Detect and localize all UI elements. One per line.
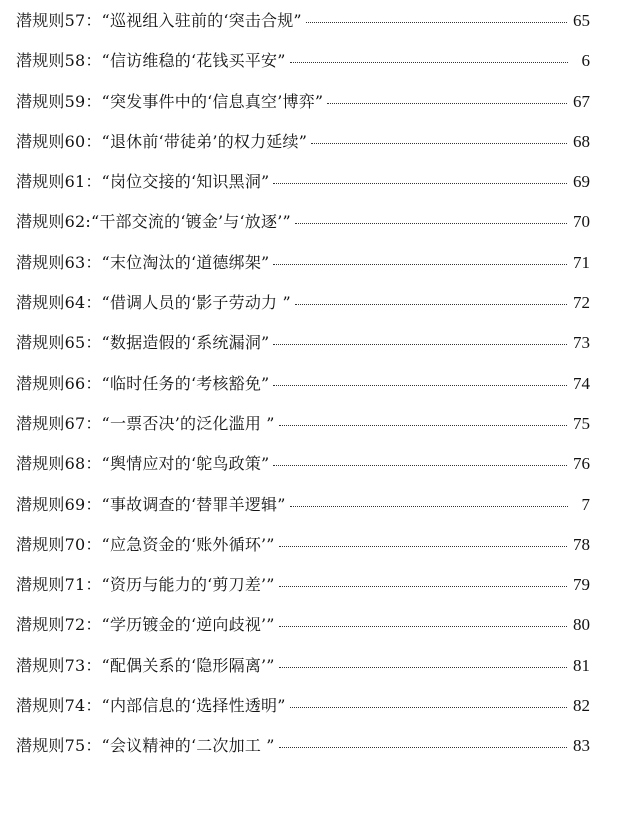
toc-entry[interactable] (16, 654, 590, 694)
toc-entry-title: 潜规则64：“借调人员的‘影子劳动力 ” (16, 293, 291, 313)
toc-entry-title: 潜规则57：“巡视组入驻前的‘突击合规” (16, 11, 302, 30)
toc-entry-title: 潜规则69：“事故调查的‘替罪羊逻辑” (16, 494, 286, 514)
toc-page-number: 71 (573, 252, 590, 272)
toc-entry-title: 潜规则70：“应急资金的‘账外循环’” (16, 534, 275, 554)
toc-dot-leader (273, 344, 567, 345)
toc-page-number: 65 (573, 11, 590, 30)
toc-page-number: 82 (573, 696, 590, 716)
toc-dot-leader (273, 183, 567, 184)
toc-entry[interactable] (16, 251, 590, 291)
toc-entry-title: 潜规则68：“舆情应对的‘鸵鸟政策” (16, 454, 270, 474)
toc-page-number: 67 (573, 91, 590, 111)
toc-dot-leader (279, 747, 567, 748)
toc-entry-title: 潜规则66：“临时任务的‘考核豁免” (16, 373, 270, 393)
table-of-contents (16, 9, 590, 775)
toc-entry-title: 潜规则75：“会议精神的‘二次加工 ” (16, 736, 275, 756)
toc-dot-leader (306, 22, 567, 23)
toc-dot-leader (311, 143, 567, 144)
toc-entry[interactable] (16, 694, 590, 734)
toc-entry[interactable] (16, 210, 590, 250)
toc-entry-title: 潜规则67：“一票否决’的泛化滥用 ” (16, 413, 275, 433)
toc-entry-title: 潜规则65：“数据造假的‘系统漏洞” (16, 333, 270, 353)
toc-page-number: 78 (573, 534, 590, 554)
toc-page-number: 76 (573, 454, 590, 474)
toc-page-number: 74 (573, 373, 590, 393)
toc-dot-leader (279, 667, 567, 668)
toc-entry[interactable] (16, 573, 590, 613)
toc-entry[interactable] (16, 49, 590, 89)
toc-dot-leader (273, 264, 567, 265)
toc-entry-title: 潜规则58：“信访维稳的‘花钱买平安” (16, 51, 286, 71)
toc-page-number: 69 (573, 172, 590, 192)
toc-page-number: 7 (581, 494, 590, 514)
toc-dot-leader (279, 425, 567, 426)
toc-dot-leader (273, 385, 567, 386)
toc-dot-leader (279, 586, 567, 587)
toc-dot-leader (295, 223, 567, 224)
toc-entry[interactable] (16, 9, 590, 49)
toc-entry-title: 潜规则63：“末位淘汰的‘道德绑架” (16, 252, 270, 272)
toc-entry-title: 潜规则72：“学历镀金的‘逆向歧视’” (16, 615, 275, 635)
toc-page-number: 72 (573, 293, 590, 313)
toc-dot-leader (290, 506, 568, 507)
toc-entry[interactable] (16, 613, 590, 653)
toc-dot-leader (327, 103, 567, 104)
toc-entry[interactable] (16, 533, 590, 573)
toc-page-number: 73 (573, 333, 590, 353)
toc-entry[interactable] (16, 291, 590, 331)
toc-entry-title: 潜规则73：“配偶关系的‘隐形隔离’” (16, 655, 275, 675)
toc-entry-title: 潜规则74：“内部信息的‘选择性透明” (16, 696, 286, 716)
toc-dot-leader (273, 465, 567, 466)
toc-page-number: 83 (573, 736, 590, 756)
toc-entry-title: 潜规则59：“突发事件中的‘信息真空’博弈” (16, 91, 324, 111)
toc-entry[interactable] (16, 493, 590, 533)
toc-entry-title: 潜规则60：“退休前‘带徒弟’的权力延续” (16, 131, 308, 151)
toc-dot-leader (290, 707, 567, 708)
toc-dot-leader (295, 304, 567, 305)
toc-entry-title: 潜规则61：“岗位交接的‘知识黑洞” (16, 172, 270, 192)
toc-page-number: 6 (581, 51, 590, 71)
toc-entry[interactable] (16, 90, 590, 130)
toc-entry[interactable] (16, 412, 590, 452)
toc-entry[interactable] (16, 170, 590, 210)
toc-page-number: 81 (573, 655, 590, 675)
toc-dot-leader (279, 626, 567, 627)
toc-entry[interactable] (16, 331, 590, 371)
toc-page-number: 68 (573, 131, 590, 151)
toc-page-number: 70 (573, 212, 590, 232)
toc-page-number: 80 (573, 615, 590, 635)
toc-entry-title: 潜规则71：“资历与能力的‘剪刀差’” (16, 575, 275, 595)
toc-entry[interactable] (16, 734, 590, 774)
toc-entry[interactable] (16, 452, 590, 492)
toc-dot-leader (290, 62, 568, 63)
toc-page-number: 79 (573, 575, 590, 595)
toc-page-number: 75 (573, 413, 590, 433)
toc-dot-leader (279, 546, 567, 547)
toc-entry-title: 潜规则62:“干部交流的‘镀金’与‘放逐’” (16, 212, 291, 232)
toc-entry[interactable] (16, 130, 590, 170)
toc-entry[interactable] (16, 372, 590, 412)
